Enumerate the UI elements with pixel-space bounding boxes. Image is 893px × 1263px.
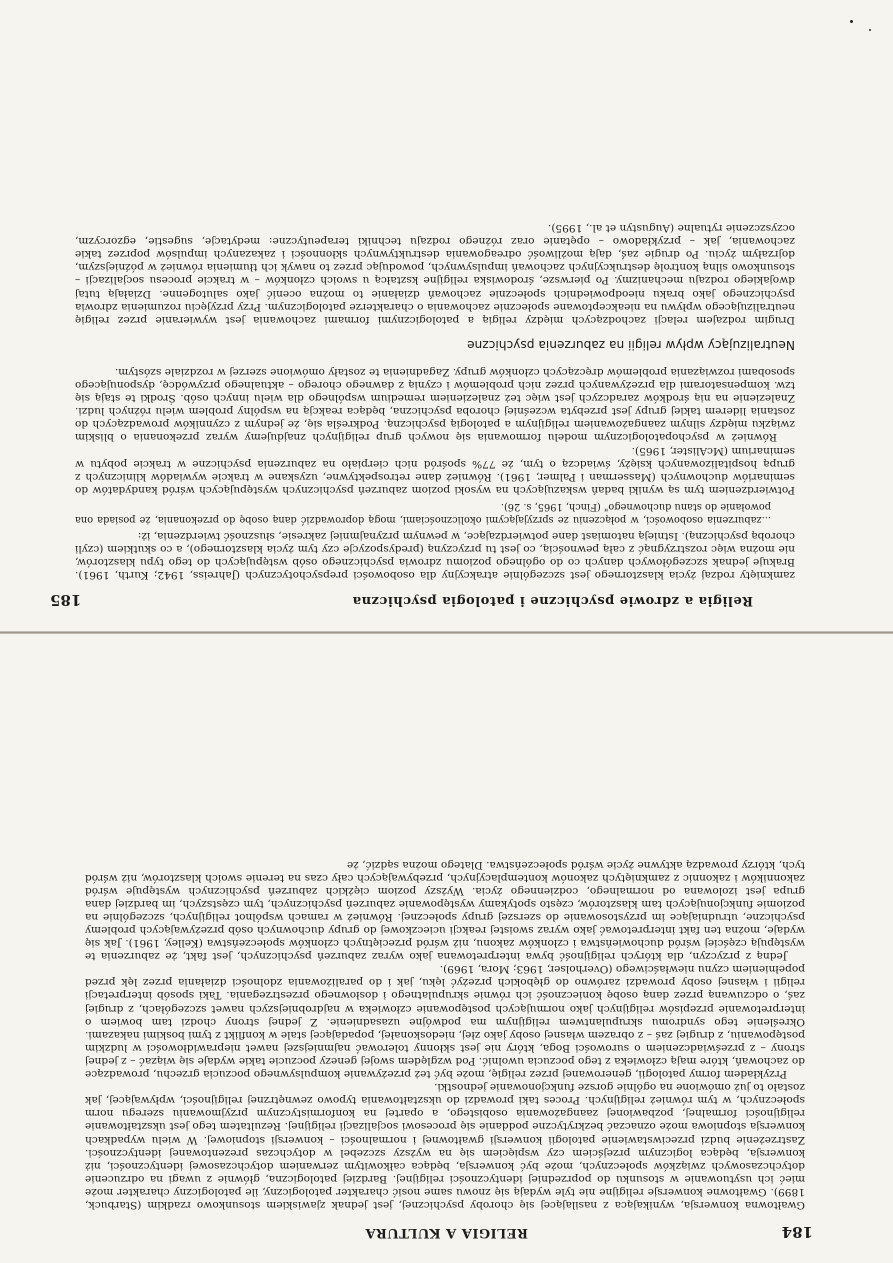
page-fold — [0, 631, 893, 634]
paragraph: Potwierdzeniem tym są wyniki badań wskazujących na wysoki poziom zaburzeń psychicznych występujących wśród kandydatów do seminariów duchownych (Masserman i Palmer, 1961). Również dane retrospektywne, uzyskane w trakcie wywiadów klinicznych z grupą hospitalizowanych księży, świadczą o tym, że 77% spośród nich cierpiało na zaburzenia psychiczne w trakcie pobytu w seminarium (McAlister, 1965). — [75, 444, 795, 496]
left-page-header — [0, 1221, 893, 1241]
paragraph: Jedną z przyczyn, dla których religijność bywa interpretowana jako wyraz zaburzeń psychicznych, jest fakt, że zaburzenia te występują częściej wśród duchowieństwa i członków zakonu, niż wśród przeciętnych członków społeczeństwa (Kelley, 1961). Jak się wydaje, można ten fakt interpretować jako wyraz swoistej reakcji ucieczkowej do grupy duchownych osób przeżywających problemy psychiczne, utrudniające im przystosowanie do szerszej grupy społecznej. Również w ramach wspólnot religijnych, szczególnie na poziomie funkcjonujących tam klasztorów, często spotykamy występowanie zaburzeń psychicznych, tym częstszych, im bardziej dana grupa jest izolowana od normalnego, codziennego życia. Wyższy poziom ciężkich zaburzeń psychicznych występuje wśród zakonników i zakonnic z zamkniętych zakonów kontemplacyjnych, przebywających cały czas na terenie swoich klasztorów, niż wśród tych, którzy prowadzą aktywne życie wśród społeczeństwa. Dlatego można sądzić, że — [85, 858, 805, 963]
paragraph: Również w psychopatologicznym modelu formowania się nowych grup religijnych znajdujemy wyraz przekonania o bliskim związku między silnym zaangażowaniem religijnym a patologią psychiczną. Podkreśla się, że jednym z czynników prowadzących do zostania liderem takiej grupy jest przebyta wcześniej choroba psychiczna, będąca reakcją na wspólny problem wielu różnych ludzi. Znalezienie na nią środków zaradczych jest więc też znalezieniem remedium wspólnego dla wielu innych osób. Środki te stają się tzw. kompensatorami dla przeżywanych przez nich problemów i czynią z dawnego chorego – aktualnego przywódcę, dysponującego sposobami rozwiązania problemów dręczących członków grupy. Zagadnienia te zostały omówione szerzej w rozdziale szóstym. — [75, 365, 795, 444]
left-page — [0, 632, 893, 1263]
paragraph: Gwałtowna konwersja, wynikająca z nasilającej się choroby psychicznej, jest jednak zjawiskiem stosunkowo rzadkim (Starbuck, 1899). Gwałtowne konwersje religijne nie tyle wydają się znowu same nosić charakter patologiczny, ile patologiczny charakter może mieć ich usytuowanie w stosunku do poprzedniej identyczności religijnej. Bardziej patologiczna, głównie z uwagi na odrzucenie dotychczasowych związków społecznych, może być konwersja, będąca całkowitym zerwaniem dotychczasowej identyczności, niż konwersja, będąca logicznym przejściem czy wspięciem się na wyższy szczebel w dotychczas prezentowanej identyczności. Zastrzeżenie budzi przeciwstawienie patologii konwersji gwałtownej i normalności – konwersji stopniowej. W wielu wypadkach konwersja stopniowa może oznaczać bezkrytyczne poddanie się procesowi socjalizacji religijnej. Rezultatem tego jest ukształtowanie religijności formalnej, pozbawionej zaangażowania osobistego, a opartej na konformistycznym przyjmowaniu szeregu norm społecznych, w tym również religijnych. Proces taki prowadzi do ukształtowania typowo zewnętrznej religijności, wpływającej, jak zostało to już omówione na ogólnie gorsze funkcjonowanie jednostki. — [85, 1081, 805, 1211]
right-page-body — [75, 21, 795, 581]
running-head-left: RELIGIA A KULTURA — [365, 1225, 528, 1240]
page-number-left: 184 — [781, 1223, 813, 1241]
section-heading: Neutralizujący wpływ religii na zaburzenia psychiczne — [467, 337, 795, 352]
running-head-right: Religia a zdrowie psychiczne i patologia psychiczna — [352, 593, 753, 608]
block-quote: ...zaburzenia osobowości, w połączeniu ze sprzyjającymi okolicznościami, mogą doprowadzić daną osobę do przekonania, że posiada ona powołanie do stanu duchownego" (Finch, 1965, s. 26). — [75, 501, 771, 525]
paragraph: Drugim rodzajem relacji zachodzących między religią a patologicznymi formami zachowania jest wywieranie przez religię neutralizującego wpływu na nieakceptowane społecznie zachowania o charakterze patologicznym. Przy przyjęciu rozumienia zdrowia psychicznego jako braku nieodpowiednich społecznie zachowań działanie to można ocenić jako salutogenne. Działają tutaj dwojakiego rodzaju mechanizmy. Po pierwsze, środowiska religijne kształcą u swoich członków – w trakcie procesu socjalizacji – stosunkowo silną kontrolę destrukcyjnych zachowań impulsywnych, powodując przez to nawyk ich tłumienia również w późniejszym, dojrzałym życiu. Po drugie zaś, dają możliwość odreagowania destruktywnych skłonności i zakazanych impulsów poprzez takie zachowania, jak – przykładowo – opętanie oraz różnego rodzaju techniki terapeutyczne: medytacje, sugestie, egzorcyzm, oczyszczenie rytualne (Augustyn et al., 1995). — [75, 222, 795, 326]
right-page-header — [0, 589, 893, 609]
page-number-right: 185 — [50, 591, 82, 609]
right-page — [0, 0, 893, 631]
scan-speck — [869, 29, 871, 31]
paragraph: zamknięty rodzaj życia klasztornego jest szczególnie atrakcyjny dla osobowości prepsychotycznych (Jahreiss, 1942; Kurth, 1961). Brakuje jednak szczegółowych danych co do ogólnego poziomu zdrowia psychicznego osób wstępujących do tego typu klasztorów, nie można więc rozstrzygnąć z całą pewnością, co jest tu przyczyną (predyspozycje czy tym życia klasztornego), a co skutkiem (czyli chorobą psychiczną). Istnieją natomiast dane potwierdzające, w pewnym przynajmniej zakresie, słuszność twierdzenia, iż: — [75, 529, 795, 581]
left-page-body — [85, 651, 805, 1211]
paragraph: Przykładem formy patologii, generowanej przez religię, może być też przeżywanie kompulsywnego poczucia grzechu, prowadzące do zachowań, które mają człowieka z tego poczucia uwolnić. Pod względem swojej genezy poczucie takie wydaje się wiązać – z jednej strony – z przeświadczeniem o surowości Boga, który nie jest skłonny tolerować najmniejszej nawet nieprawidłowości w ludzkim postępowaniu, z drugiej zaś – z obrazem własnej osoby jako złej, niedoskonałej, popadającej stale w konflikt z tymi boskimi nakazami. Określenie tego syndromu skrupulantwem religijnym ma podwójne uzasadnienie. Z jednej strony chodzi tam bowiem o interpretowanie przepisów religijnych jako normujących postępowanie człowieka w najdrobniejszych nawet szczegółach, z drugiej zaś, o odczuwaną przez daną osobę konieczność ich równie skrupulatnego i dosłownego przestrzegania. Taki sposób interpretacji religii i własnej osoby prowadzi zarówno do głębokich przeżyć lęku, jak i do paraliżowania zdolności działania przez lęk przed popełnieniem czynu niewłaściwego (Overholser, 1963; Mora, 1969). — [85, 963, 805, 1081]
scan-speck — [850, 20, 853, 23]
